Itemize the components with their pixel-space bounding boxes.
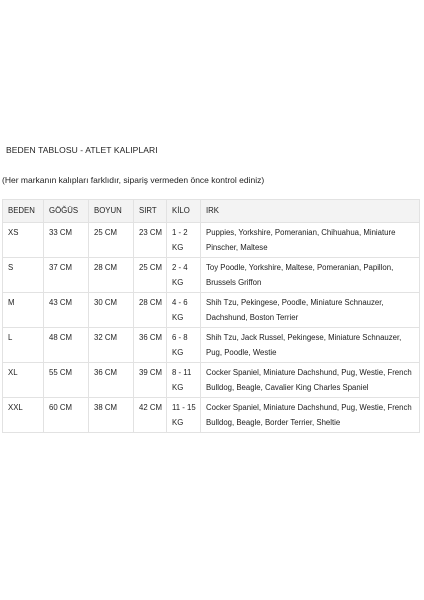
cell-beden: S bbox=[3, 258, 44, 293]
cell-boyun: 30 CM bbox=[89, 293, 134, 328]
table-header-row bbox=[3, 200, 420, 223]
cell-sirt: 25 CM bbox=[134, 258, 167, 293]
header-boyun: BOYUN bbox=[89, 200, 134, 223]
cell-irk: Shih Tzu, Pekingese, Poodle, Miniature Schnauzer, Dachshund, Boston Terrier bbox=[201, 293, 420, 328]
table-row bbox=[3, 223, 420, 258]
cell-sirt: 39 CM bbox=[134, 363, 167, 398]
header-beden: BEDEN bbox=[3, 200, 44, 223]
cell-kilo: 4 - 6 KG bbox=[167, 293, 201, 328]
cell-sirt: 36 CM bbox=[134, 328, 167, 363]
cell-boyun: 38 CM bbox=[89, 398, 134, 433]
cell-sirt: 28 CM bbox=[134, 293, 167, 328]
cell-beden: XL bbox=[3, 363, 44, 398]
cell-sirt: 23 CM bbox=[134, 223, 167, 258]
cell-kilo: 6 - 8 KG bbox=[167, 328, 201, 363]
size-chart-subtitle: (Her markanın kalıpları farklıdır, sipariş vermeden önce kontrol ediniz) bbox=[2, 175, 265, 185]
cell-irk: Toy Poodle, Yorkshire, Maltese, Pomeranian, Papillon, Brussels Griffon bbox=[201, 258, 420, 293]
cell-gogus: 43 CM bbox=[44, 293, 89, 328]
cell-gogus: 55 CM bbox=[44, 363, 89, 398]
header-sirt: SIRT bbox=[134, 200, 167, 223]
cell-kilo: 11 - 15 KG bbox=[167, 398, 201, 433]
cell-kilo: 1 - 2 KG bbox=[167, 223, 201, 258]
cell-irk: Shih Tzu, Jack Russel, Pekingese, Miniature Schnauzer, Pug, Poodle, Westie bbox=[201, 328, 420, 363]
cell-boyun: 25 CM bbox=[89, 223, 134, 258]
size-chart-title: BEDEN TABLOSU - ATLET KALIPLARI bbox=[6, 145, 158, 155]
table-row bbox=[3, 258, 420, 293]
cell-beden: L bbox=[3, 328, 44, 363]
header-gogus: GÖĞÜS bbox=[44, 200, 89, 223]
table-row bbox=[3, 363, 420, 398]
cell-irk: Cocker Spaniel, Miniature Dachshund, Pug, Westie, French Bulldog, Beagle, Border Terrier, Sheltie bbox=[201, 398, 420, 433]
cell-irk: Puppies, Yorkshire, Pomeranian, Chihuahua, Miniature Pinscher, Maltese bbox=[201, 223, 420, 258]
size-table bbox=[2, 199, 420, 433]
cell-boyun: 32 CM bbox=[89, 328, 134, 363]
header-kilo: KİLO bbox=[167, 200, 201, 223]
cell-sirt: 42 CM bbox=[134, 398, 167, 433]
cell-kilo: 8 - 11 KG bbox=[167, 363, 201, 398]
table-row bbox=[3, 398, 420, 433]
cell-boyun: 28 CM bbox=[89, 258, 134, 293]
cell-gogus: 37 CM bbox=[44, 258, 89, 293]
cell-kilo: 2 - 4 KG bbox=[167, 258, 201, 293]
cell-gogus: 33 CM bbox=[44, 223, 89, 258]
cell-beden: XXL bbox=[3, 398, 44, 433]
cell-beden: M bbox=[3, 293, 44, 328]
cell-gogus: 48 CM bbox=[44, 328, 89, 363]
table-row bbox=[3, 328, 420, 363]
cell-beden: XS bbox=[3, 223, 44, 258]
cell-gogus: 60 CM bbox=[44, 398, 89, 433]
header-irk: IRK bbox=[201, 200, 420, 223]
table-row bbox=[3, 293, 420, 328]
cell-boyun: 36 CM bbox=[89, 363, 134, 398]
cell-irk: Cocker Spaniel, Miniature Dachshund, Pug, Westie, French Bulldog, Beagle, Cavalier King Charles Spaniel bbox=[201, 363, 420, 398]
